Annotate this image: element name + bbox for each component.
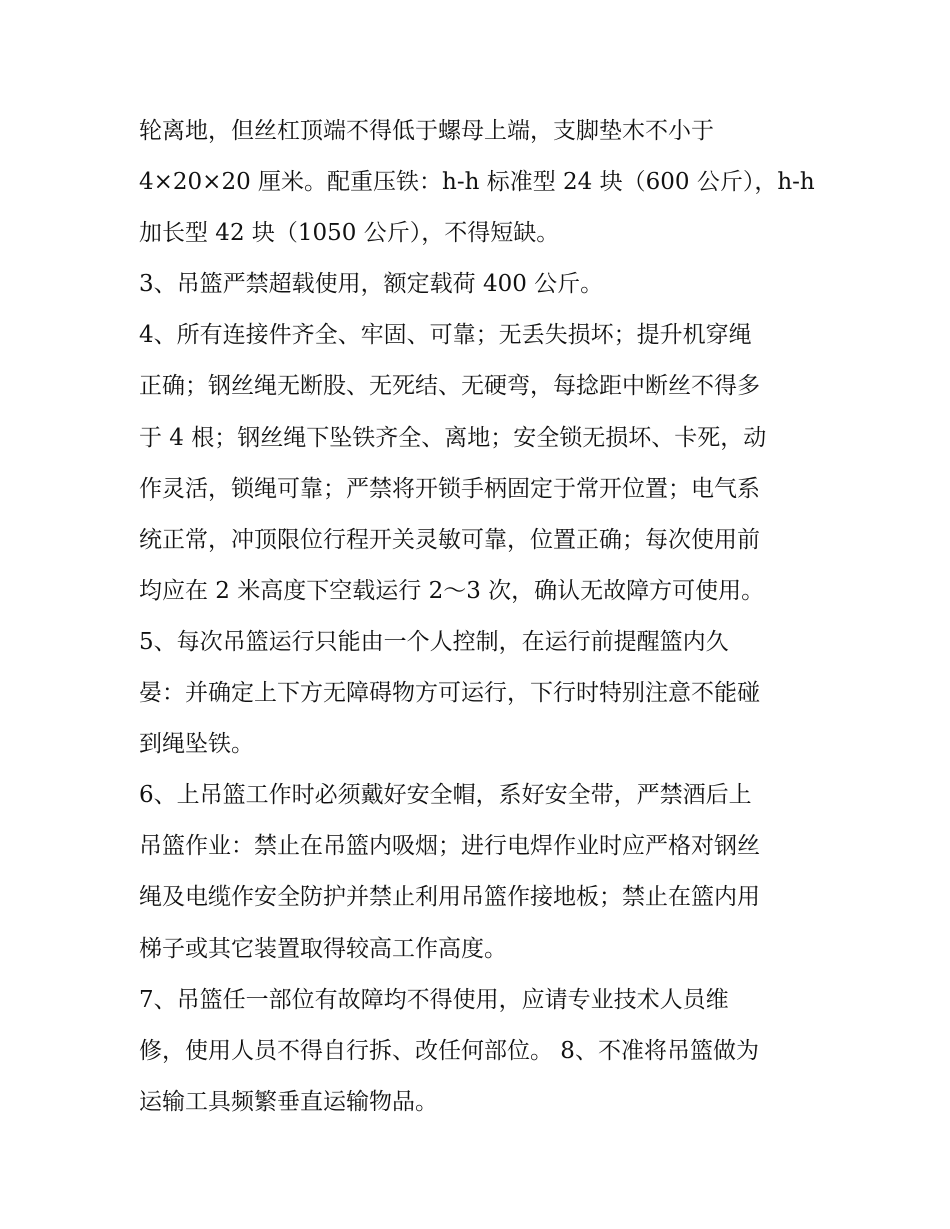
text-line: 梯子或其它装置取得较高工作高度。 bbox=[139, 935, 507, 962]
text-line: 3、吊篮严禁超载使用，额定载荷 400 公斤。 bbox=[139, 271, 604, 298]
text-line: 5、每次吊篮运行只能由一个人控制，在运行前提醒篮内久 bbox=[139, 628, 729, 655]
document-body bbox=[139, 106, 819, 1128]
text-line: 4、所有连接件齐全、牢固、可靠；无丢失损坏；提升机穿绳 bbox=[139, 322, 752, 349]
text-line: 4×20×20 厘米。配重压铁：h-h 标准型 24 块（600 公斤），h-h bbox=[139, 169, 815, 196]
text-line: 7、吊篮任一部位有故障均不得使用，应请专业技术人员维 bbox=[139, 986, 729, 1013]
text-line: 统正常，冲顶限位行程开关灵敏可靠，位置正确；每次使用前 bbox=[139, 526, 760, 553]
text-line: 于 4 根；钢丝绳下坠铁齐全、离地；安全锁无损坏、卡死，动 bbox=[139, 424, 767, 451]
text-line: 作灵活，锁绳可靠；严禁将开锁手柄固定于常开位置；电气系 bbox=[139, 475, 760, 502]
text-line: 均应在 2 米高度下空载运行 2～3 次，确认无故障方可使用。 bbox=[139, 577, 765, 604]
text-line: 晏：并确定上下方无障碍物方可运行，下行时特别注意不能碰 bbox=[139, 680, 760, 707]
text-line: 到绳坠铁。 bbox=[139, 731, 254, 758]
text-line: 绳及电缆作安全防护并禁止利用吊篮作接地板；禁止在篮内用 bbox=[139, 884, 760, 911]
text-line: 正确；钢丝绳无断股、无死结、无硬弯，每捻距中断丝不得多 bbox=[139, 373, 760, 400]
text-line: 吊篮作业：禁止在吊篮内吸烟；进行电焊作业时应严格对钢丝 bbox=[139, 833, 760, 860]
text-line: 加长型 42 块（1050 公斤），不得短缺。 bbox=[139, 220, 560, 247]
text-line: 修，使用人员不得自行拆、改任何部位。 8、不准将吊篮做为 bbox=[139, 1037, 759, 1064]
text-line: 运输工具频繁垂直运输物品。 bbox=[139, 1088, 438, 1115]
text-line: 6、上吊篮工作时必须戴好安全帽，系好安全带，严禁酒后上 bbox=[139, 782, 752, 809]
text-line: 轮离地，但丝杠顶端不得低于螺母上端，支脚垫木不小于 bbox=[139, 118, 714, 144]
